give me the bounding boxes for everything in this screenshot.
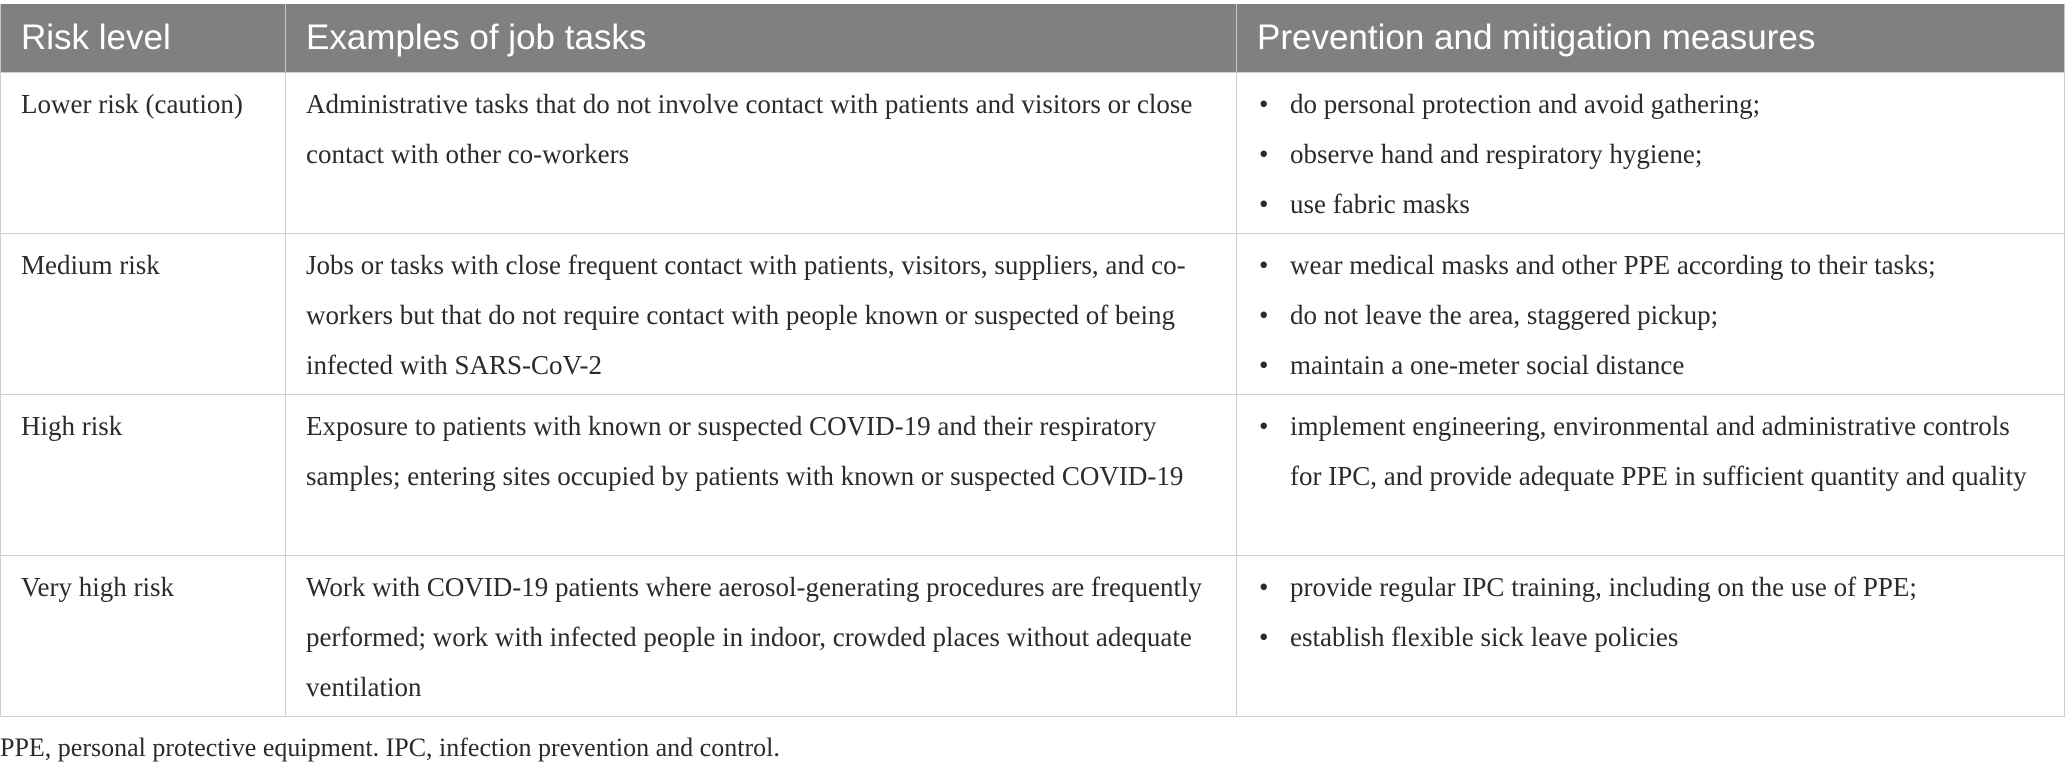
- header-measures: Prevention and mitigation measures: [1237, 4, 2065, 73]
- table-row: [1, 556, 2065, 717]
- measure-text: do not leave the area, staggered pickup;: [1290, 300, 1719, 330]
- bullet-icon: •: [1259, 350, 1269, 380]
- header-job-tasks: Examples of job tasks: [286, 4, 1237, 73]
- table-row: [1, 234, 2065, 395]
- measure-item: [1257, 240, 2044, 290]
- measure-text: implement engineering, environmental and administrative controls for IPC, and provide adequate PPE in sufficient quantity and quality: [1290, 411, 2027, 491]
- risk-level-cell: Medium risk: [1, 234, 286, 395]
- job-tasks-cell: Administrative tasks that do not involve contact with patients and visitors or close contact with other co-workers: [286, 73, 1237, 234]
- measure-text: maintain a one-meter social distance: [1290, 350, 1685, 380]
- header-row: [1, 4, 2065, 73]
- risk-table-container: [0, 4, 2064, 717]
- measure-text: provide regular IPC training, including on the use of PPE;: [1290, 572, 1917, 602]
- measure-text: do personal protection and avoid gathering;: [1290, 89, 1761, 119]
- measure-item: [1257, 562, 2044, 612]
- measure-text: observe hand and respiratory hygiene;: [1290, 139, 1703, 169]
- table-header: [1, 4, 2065, 73]
- job-tasks-cell: Jobs or tasks with close frequent contact with patients, visitors, suppliers, and co-workers but that do not require contact with people known or suspected of being infected with SARS-CoV-2: [286, 234, 1237, 395]
- bullet-icon: •: [1259, 189, 1269, 219]
- bullet-icon: •: [1259, 300, 1269, 330]
- measure-item: [1257, 129, 2044, 179]
- bullet-icon: •: [1259, 572, 1269, 602]
- measures-cell: [1237, 395, 2065, 556]
- bullet-icon: •: [1259, 250, 1269, 280]
- risk-level-cell: Very high risk: [1, 556, 286, 717]
- measure-text: establish flexible sick leave policies: [1290, 622, 1679, 652]
- measures-list: [1257, 79, 2044, 229]
- risk-table: [0, 4, 2065, 717]
- measures-list: [1257, 240, 2044, 390]
- measure-text: wear medical masks and other PPE according to their tasks;: [1290, 250, 1936, 280]
- measures-cell: [1237, 556, 2065, 717]
- table-row: [1, 73, 2065, 234]
- job-tasks-cell: Exposure to patients with known or suspected COVID-19 and their respiratory samples; entering sites occupied by patients with known or suspected COVID-19: [286, 395, 1237, 556]
- risk-level-cell: High risk: [1, 395, 286, 556]
- bullet-icon: •: [1259, 89, 1269, 119]
- measures-cell: [1237, 234, 2065, 395]
- measures-list: [1257, 401, 2044, 501]
- bullet-icon: •: [1259, 622, 1269, 652]
- bullet-icon: •: [1259, 411, 1269, 441]
- table-body: [1, 73, 2065, 717]
- measure-item: [1257, 79, 2044, 129]
- measures-list: [1257, 562, 2044, 662]
- table-row: [1, 395, 2065, 556]
- measure-item: [1257, 179, 2044, 229]
- header-risk-level: Risk level: [1, 4, 286, 73]
- measure-item: [1257, 340, 2044, 390]
- measure-item: [1257, 401, 2044, 501]
- risk-level-cell: Lower risk (caution): [1, 73, 286, 234]
- job-tasks-cell: Work with COVID-19 patients where aerosol-generating procedures are frequently performed; work with infected people in indoor, crowded places without adequate ventilation: [286, 556, 1237, 717]
- table-footnote: PPE, personal protective equipment. IPC, infection prevention and control.: [0, 733, 780, 762]
- measures-cell: [1237, 73, 2065, 234]
- measure-text: use fabric masks: [1290, 189, 1470, 219]
- measure-item: [1257, 290, 2044, 340]
- measure-item: [1257, 612, 2044, 662]
- bullet-icon: •: [1259, 139, 1269, 169]
